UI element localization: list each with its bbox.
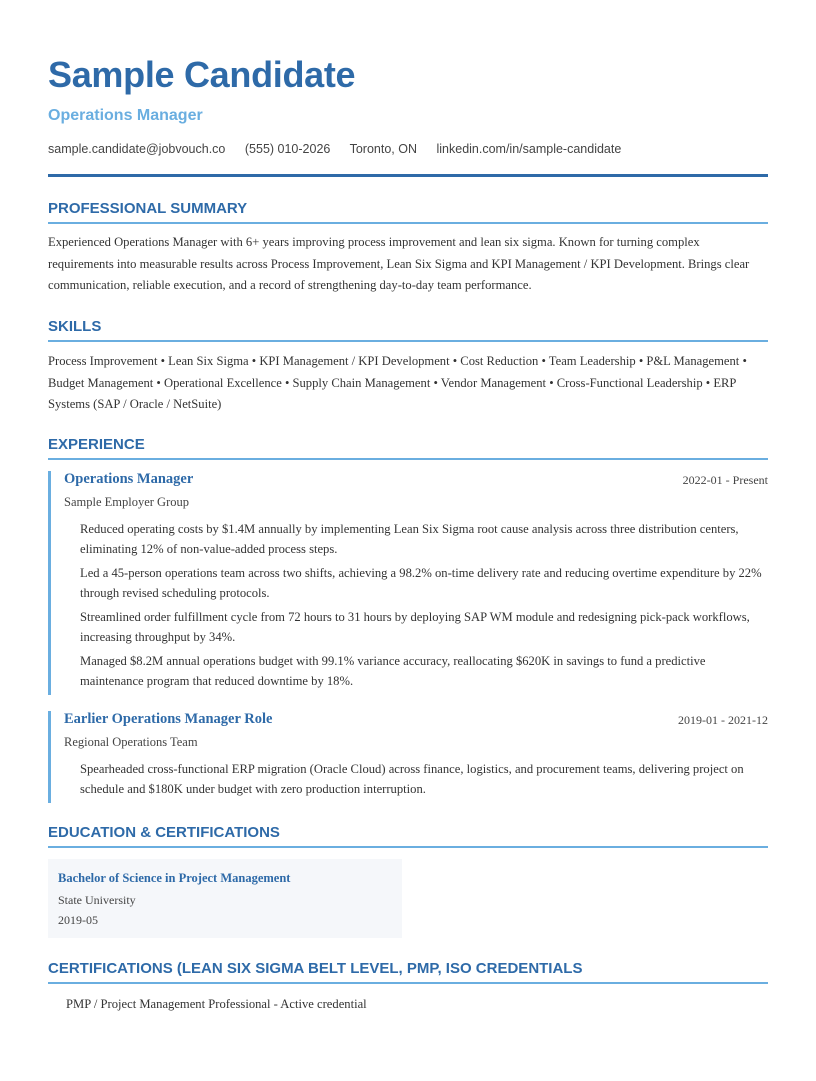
skills-heading: SKILLS — [48, 318, 768, 342]
candidate-name: Sample Candidate — [48, 54, 356, 95]
job-entry — [48, 711, 768, 803]
job-bullet: Spearheaded cross-functional ERP migration (Oracle Cloud) across finance, logistics, and procurement teams, delivering project on schedule and $180K under budget with zero production interruption. — [80, 762, 744, 796]
job-bullet: Led a 45-person operations team across two shifts, achieving a 98.2% on-time delivery rate and reducing overtime expenditure by 22% through revised scheduling protocols. — [80, 566, 762, 600]
experience-heading: EXPERIENCE — [48, 436, 768, 460]
job-bullet: Reduced operating costs by $1.4M annually by implementing Lean Six Sigma root cause analysis across three distribution centers, eliminating 12% of non-value-added process steps. — [80, 522, 739, 556]
summary-heading: PROFESSIONAL SUMMARY — [48, 200, 768, 224]
contact-line — [48, 142, 637, 156]
job-employer: Regional Operations Team — [64, 735, 198, 749]
job-bullets — [64, 759, 768, 799]
job-dates: 2019-01 - 2021-12 — [678, 713, 768, 727]
job-bullets — [64, 519, 768, 691]
candidate-title: Operations Manager — [48, 107, 203, 124]
job-bullet: Managed $8.2M annual operations budget with 99.1% variance accuracy, reallocating $620K in savings to fund a predictive maintenance program that reduced downtime by 18%. — [80, 654, 706, 688]
skills-text: Process Improvement • Lean Six Sigma • KPI Management / KPI Development • Cost Reduction • Team Leadership • P&L Management • Budget Management • Operational Excellence • Supply Chain Management • Vendor Management • Cross-Functional Leadership • ERP Systems (SAP / Oracle / NetSuite) — [48, 354, 747, 411]
certification-item: PMP / Project Management Professional - Active credential — [66, 997, 367, 1011]
education-date: 2019-05 — [58, 913, 98, 927]
header-divider — [48, 174, 768, 177]
education-degree: Bachelor of Science in Project Management — [58, 871, 291, 885]
job-title: Earlier Operations Manager Role — [64, 711, 273, 727]
contact-location: Toronto, ON — [349, 142, 417, 156]
job-title: Operations Manager — [64, 471, 194, 487]
job-entry — [48, 471, 768, 695]
contact-phone: (555) 010-2026 — [244, 142, 331, 156]
job-dates: 2022-01 - Present — [682, 473, 768, 487]
education-card — [48, 859, 402, 938]
certifications-heading: CERTIFICATIONS (LEAN SIX SIGMA BELT LEVEL, PMP, ISO CREDENTIALS — [48, 960, 768, 984]
education-school: State University — [58, 893, 136, 907]
job-employer: Sample Employer Group — [64, 495, 189, 509]
contact-email: sample.candidate@jobvouch.co — [48, 142, 226, 156]
summary-text: Experienced Operations Manager with 6+ years improving process improvement and lean six sigma. Known for turning complex requirements into measurable results across Process Improvement, Lean Six Sigma and KPI Management / KPI Development. Brings clear communication, reliable execution, and a record of strengthening day-to-day team performance. — [48, 235, 750, 292]
contact-linkedin: linkedin.com/in/sample-candidate — [436, 142, 622, 156]
education-heading: EDUCATION & CERTIFICATIONS — [48, 824, 768, 848]
job-bullet: Streamlined order fulfillment cycle from 72 hours to 31 hours by deploying SAP WM module and redesigning pick-pack workflows, increasing throughput by 34%. — [80, 610, 750, 644]
